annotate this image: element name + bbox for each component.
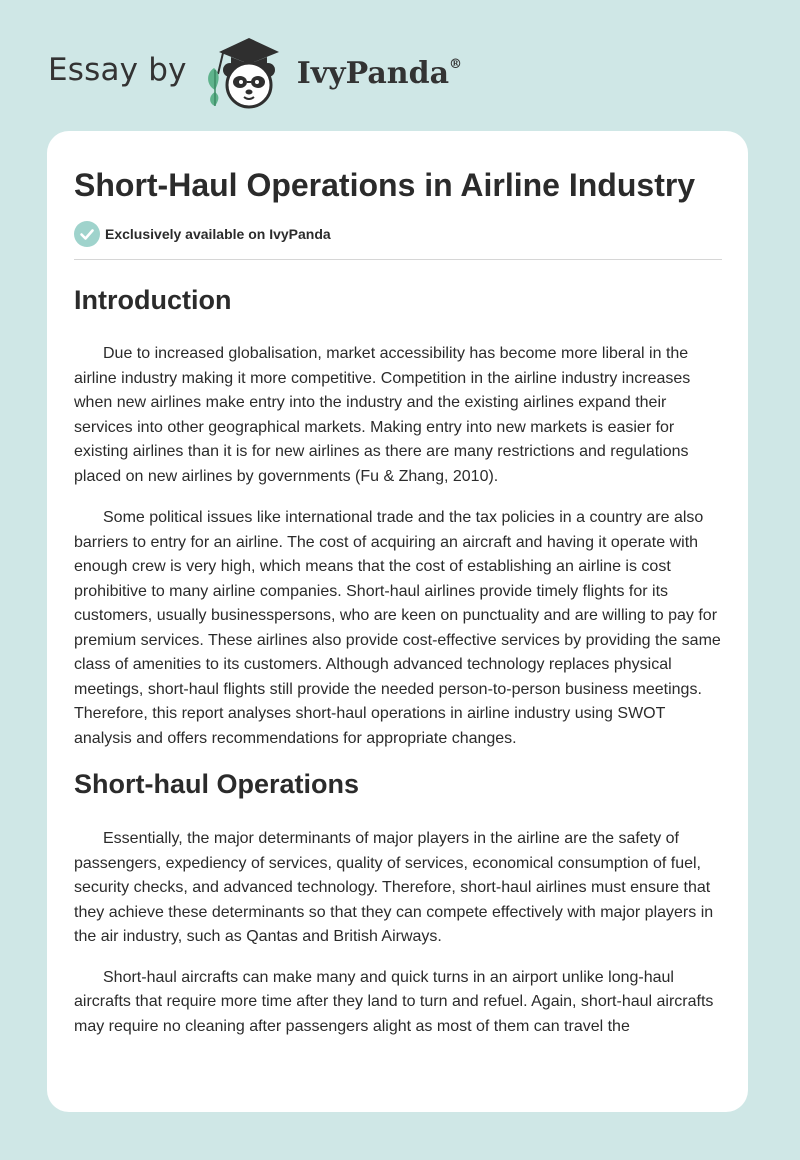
check-circle-icon	[74, 221, 100, 247]
section-short-haul-operations	[74, 768, 722, 1039]
brand-prefix: Essay by	[48, 52, 187, 88]
title-divider	[74, 259, 722, 260]
paragraph: Essentially, the major determinants of major players in the airline are the safety of passengers, expediency of services, quality of services, economical consumption of fuel, security checks, and advanced technology. Therefore, short-haul airlines must ensure that they achieve these determinants so that they can compete effectively with major players in the air industry, such as Qantas and British Airways.	[74, 830, 714, 945]
paragraph: Some political issues like international trade and the tax policies in a country are also barriers to entry for an airline. The cost of acquiring an aircraft and having it operate with enough crew is very high, which means that the cost of establishing an airline is cost prohibitive to many airline companies. Short-haul airlines provide timely flights for its customers, usually businesspersons, who are keen on punctuality and are willing to pay for premium services. These airlines also provide cost-effective services by providing the same class of amenities to its customers. Although advanced technology replaces physical meetings, short-haul flights still provide the needed person-to-person business meetings. Therefore, this report analyses short-haul operations in airline industry using SWOT analysis and offers recommendations for appropriate changes.	[74, 509, 721, 747]
brand-name[interactable]: IvyPanda®	[296, 55, 463, 91]
paragraph: Short-haul aircrafts can make many and quick turns in an airport unlike long-haul aircrafts that require more time after they land to turn and refuel. Again, short-haul aircrafts may require no cleaning after passengers alight as most of them can travel the	[74, 968, 714, 1035]
registered-mark: ®	[449, 56, 463, 72]
exclusive-badge	[74, 221, 722, 247]
panda-graduate-icon[interactable]	[203, 30, 295, 110]
section-heading: Introduction	[74, 285, 232, 315]
page-title: Short-Haul Operations in Airline Industry	[74, 167, 696, 203]
paragraph: Due to increased globalisation, market accessibility has become more liberal in the airline industry making it more competitive. Competition in the airline industry increases when new airlines make entry into the industry and the existing airlines expand their services into other geographical markets. Making entry into new markets is easier for existing airlines than it is for new airlines as there are many restrictions and regulations placed on new airlines by governments (Fu & Zhang, 2010).	[74, 345, 691, 485]
essay-card	[47, 131, 748, 1112]
site-header	[48, 30, 462, 110]
section-heading: Short-haul Operations	[74, 769, 360, 799]
section-introduction	[74, 284, 722, 751]
exclusive-badge-text: Exclusively available on IvyPanda	[105, 226, 331, 242]
